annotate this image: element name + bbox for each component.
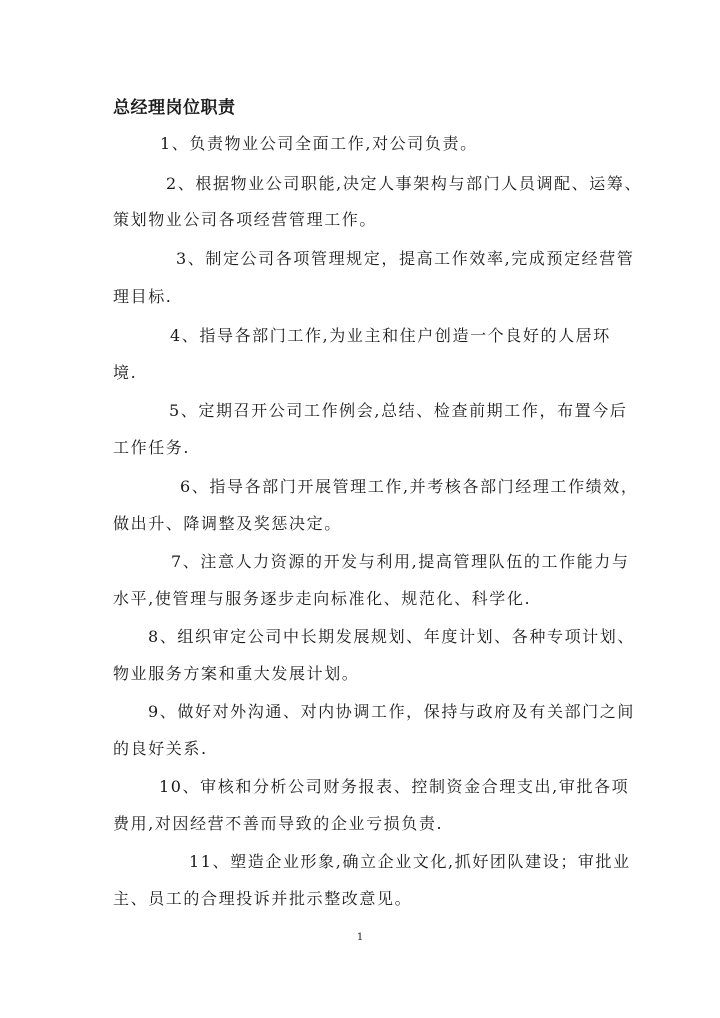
item-4-line-1: 4、指导各部门工作,为业主和住户创造一个良好的人居环 bbox=[170, 326, 611, 345]
item-4-line-2: 境. bbox=[113, 363, 138, 382]
item-7-line-1: 7、注意人力资源的开发与利用,提高管理队伍的工作能力与 bbox=[171, 552, 630, 571]
item-8-line-2: 物业服务方案和重大发展计划。 bbox=[113, 664, 360, 683]
item-2-line-1: 2、根据物业公司职能,决定人事架构与部门人员调配、运筹、 bbox=[166, 174, 643, 193]
item-6-line-1: 6、指导各部门开展管理工作,并考核各部门经理工作绩效， bbox=[180, 477, 639, 496]
page-number: 1 bbox=[356, 932, 364, 943]
page-title: 总经理岗位职责 bbox=[113, 98, 236, 118]
item-8-line-1: 8、组织审定公司中长期发展规划、年度计划、各种专项计划、 bbox=[148, 627, 635, 646]
item-5-line-2: 工作任务. bbox=[113, 438, 191, 457]
item-7-line-2: 水平,使管理与服务逐步走向标准化、规范化、科学化. bbox=[113, 589, 532, 608]
item-9-line-1: 9、做好对外沟通、对内协调工作，保持与政府及有关部门之间 bbox=[148, 702, 635, 721]
item-2-line-2: 策划物业公司各项经营管理工作。 bbox=[113, 210, 378, 229]
item-6-line-2: 做出升、降调整及奖惩决定。 bbox=[113, 514, 342, 533]
item-5-line-1: 5、定期召开公司工作例会,总结、检查前期工作，布置今后 bbox=[169, 401, 628, 420]
item-11-line-2: 主、员工的合理投诉并批示整改意见。 bbox=[113, 889, 413, 908]
item-3-line-1: 3、制定公司各项管理规定，提高工作效率,完成预定经营管 bbox=[176, 249, 635, 268]
item-1-line-1: 1、负责物业公司全面工作,对公司负责。 bbox=[160, 134, 478, 153]
item-3-line-2: 理目标. bbox=[113, 287, 173, 306]
item-10-line-2: 费用,对因经营不善而导致的企业亏损负责. bbox=[113, 814, 444, 833]
item-11-line-1: 11、塑造企业形象,确立企业文化,抓好团队建设；审批业 bbox=[189, 852, 631, 871]
item-10-line-1: 10、审核和分析公司财务报表、控制资金合理支出,审批各项 bbox=[159, 777, 630, 796]
item-9-line-2: 的良好关系. bbox=[113, 739, 208, 758]
